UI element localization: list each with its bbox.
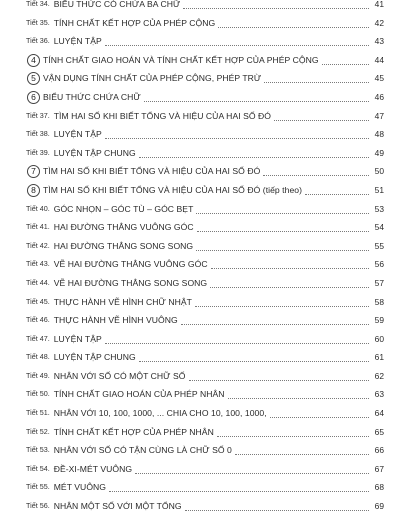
entry-title: NHÂN VỚI SỐ CÓ MỘT CHỮ SỐ	[53, 370, 186, 381]
entry-title: LUYỆN TẬP	[53, 36, 102, 47]
page-number: 68	[374, 482, 384, 493]
dot-leader	[105, 343, 369, 344]
toc-entry	[26, 291, 384, 310]
page-number: 42	[374, 17, 384, 28]
lesson-number: Tiết 35.	[26, 17, 50, 27]
page-number: 64	[374, 408, 384, 419]
toc-entry	[26, 161, 384, 180]
entry-title: TÍNH CHẤT GIAO HOÁN CỦA PHÉP NHÂN	[53, 389, 225, 400]
toc-entry	[26, 458, 384, 477]
page-number: 41	[374, 0, 384, 9]
page-number: 62	[374, 370, 384, 381]
lesson-number: Tiết 44.	[26, 277, 50, 287]
entry-title: TÍNH CHẤT KẾT HỢP CỦA PHÉP CỘNG	[53, 17, 216, 28]
page-number: 67	[374, 463, 384, 474]
lesson-number: Tiết 38.	[26, 129, 50, 139]
entry-title: VẬN DỤNG TÍNH CHẤT CỦA PHÉP CỘNG, PHÉP TRỪ	[43, 73, 262, 84]
dot-leader	[218, 27, 369, 28]
toc-entry	[26, 495, 384, 514]
page-number: 58	[374, 296, 384, 307]
lesson-number: Tiết 40.	[26, 203, 50, 213]
toc-entry	[26, 254, 384, 273]
lesson-number: Tiết 42.	[26, 240, 50, 250]
lesson-number: Tiết 49.	[26, 370, 50, 380]
page-number: 47	[374, 110, 384, 121]
dot-leader	[264, 82, 369, 83]
page-number: 50	[374, 166, 384, 177]
page-number: 55	[374, 240, 384, 251]
page-number: 54	[374, 222, 384, 233]
dot-leader	[270, 417, 369, 418]
toc-entry	[26, 86, 384, 105]
toc-entry	[26, 328, 384, 347]
toc-entry	[26, 365, 384, 384]
dot-leader	[105, 45, 369, 46]
entry-title: TÌM HAI SỐ KHI BIẾT TỔNG VÀ HIỆU CỦA HAI SỐ ĐÓ	[43, 166, 261, 177]
entry-title: LUYỆN TẬP CHUNG	[53, 352, 136, 363]
dot-leader	[181, 324, 369, 325]
dot-leader	[196, 250, 369, 251]
page-number: 69	[374, 501, 384, 512]
entry-title: BIỂU THỨC CHỨA CHỮ	[43, 91, 141, 102]
toc-entry	[26, 384, 384, 403]
entry-title: TÌM HAI SỐ KHI BIẾT TỔNG VÀ HIỆU CỦA HAI SỐ ĐÓ (tiếp theo)	[43, 184, 303, 195]
lesson-number: Tiết 54.	[26, 463, 50, 473]
entry-title: VẼ HAI ĐƯỜNG THẲNG VUÔNG GÓC	[53, 259, 208, 270]
lesson-number: Tiết 48.	[26, 352, 50, 362]
lesson-number: Tiết 55.	[26, 482, 50, 492]
toc-entry	[26, 217, 384, 236]
entry-title: ĐỀ-XI-MÉT VUÔNG	[53, 463, 133, 474]
toc-entry	[26, 272, 384, 291]
dot-leader	[189, 380, 369, 381]
lesson-number: Tiết 52.	[26, 426, 50, 436]
dot-leader	[228, 398, 369, 399]
page-number: 61	[374, 352, 384, 363]
dot-leader	[183, 8, 369, 9]
entry-title: HAI ĐƯỜNG THẲNG VUÔNG GÓC	[53, 222, 194, 233]
toc-entry	[26, 49, 384, 68]
lesson-number: Tiết 56.	[26, 501, 50, 511]
page-number: 65	[374, 426, 384, 437]
lesson-number: Tiết 45.	[26, 296, 50, 306]
lesson-number: Tiết 34.	[26, 0, 50, 8]
toc-entry	[26, 235, 384, 254]
dot-leader	[322, 64, 369, 65]
toc-entry	[26, 402, 384, 421]
entry-title: TÍNH CHẤT KẾT HỢP CỦA PHÉP NHÂN	[53, 426, 214, 437]
toc-entry	[26, 68, 384, 87]
circled-unit-badge: 6	[27, 91, 40, 104]
lesson-number: Tiết 47.	[26, 333, 50, 343]
lesson-number: Tiết 39.	[26, 147, 50, 157]
page-number: 66	[374, 445, 384, 456]
toc-entry	[26, 142, 384, 161]
page-number: 53	[374, 203, 384, 214]
dot-leader	[197, 231, 369, 232]
lesson-number: Tiết 43.	[26, 259, 50, 269]
page-number: 46	[374, 91, 384, 102]
entry-title: BIỂU THỨC CÓ CHỨA BA CHỮ	[53, 0, 181, 9]
entry-title: THỰC HÀNH VẼ HÌNH CHỮ NHẬT	[53, 296, 192, 307]
dot-leader	[109, 491, 369, 492]
circled-unit-badge: 8	[27, 184, 40, 197]
entry-title: LUYỆN TẬP CHUNG	[53, 147, 136, 158]
dot-leader	[105, 138, 369, 139]
entry-title: NHÂN MỘT SỐ VỚI MỘT TỔNG	[53, 501, 182, 512]
page-number: 57	[374, 277, 384, 288]
entry-title: THỰC HÀNH VẼ HÌNH VUÔNG	[53, 315, 178, 326]
entry-title: LUYỆN TẬP	[53, 129, 102, 140]
page-number: 43	[374, 36, 384, 47]
lesson-number: Tiết 46.	[26, 315, 50, 325]
page-number: 60	[374, 333, 384, 344]
dot-leader	[139, 157, 369, 158]
entry-title: GÓC NHỌN – GÓC TÙ – GÓC BẸT	[53, 203, 194, 214]
dot-leader	[196, 213, 369, 214]
entry-title: TÍNH CHẤT GIAO HOÁN VÀ TÍNH CHẤT KẾT HỢP CỦA PHÉP CỘNG	[43, 54, 319, 65]
lesson-number: Tiết 36.	[26, 36, 50, 46]
lesson-number: Tiết 37.	[26, 110, 50, 120]
toc-entry	[26, 310, 384, 329]
entry-title: VẼ HAI ĐƯỜNG THẲNG SONG SONG	[53, 277, 208, 288]
toc-entry	[26, 198, 384, 217]
toc-entry	[26, 347, 384, 366]
dot-leader	[195, 306, 369, 307]
lesson-number: Tiết 53.	[26, 445, 50, 455]
entry-title: LUYỆN TẬP	[53, 333, 102, 344]
lesson-number: Tiết 50.	[26, 389, 50, 399]
circled-unit-badge: 7	[27, 165, 40, 178]
toc-entry	[26, 421, 384, 440]
entry-title: NHÂN VỚI 10, 100, 1000, ... CHIA CHO 10, 100, 1000,	[53, 408, 267, 419]
circled-unit-badge: 4	[27, 54, 40, 67]
entry-title: NHÂN VỚI SỐ CÓ TẬN CÙNG LÀ CHỮ SỐ 0	[53, 445, 232, 456]
dot-leader	[274, 120, 369, 121]
toc-entry	[26, 0, 384, 12]
dot-leader	[210, 287, 369, 288]
page-number: 59	[374, 315, 384, 326]
toc-entry	[26, 477, 384, 496]
dot-leader	[144, 101, 369, 102]
dot-leader	[235, 454, 369, 455]
toc-entry	[26, 440, 384, 459]
lesson-number: Tiết 51.	[26, 408, 50, 418]
toc-entry	[26, 31, 384, 50]
toc-entry	[26, 179, 384, 198]
dot-leader	[139, 361, 369, 362]
lesson-number: Tiết 41.	[26, 222, 50, 232]
dot-leader	[305, 194, 369, 195]
page-number: 45	[374, 73, 384, 84]
page-number: 51	[374, 184, 384, 195]
toc-entry	[26, 12, 384, 31]
entry-title: HAI ĐƯỜNG THẲNG SONG SONG	[53, 240, 194, 251]
dot-leader	[263, 175, 369, 176]
table-of-contents	[26, 0, 384, 514]
toc-entry	[26, 124, 384, 143]
page-number: 63	[374, 389, 384, 400]
dot-leader	[217, 436, 369, 437]
circled-unit-badge: 5	[27, 72, 40, 85]
toc-entry	[26, 105, 384, 124]
page-number: 49	[374, 147, 384, 158]
dot-leader	[135, 473, 369, 474]
entry-title: TÌM HAI SỐ KHI BIẾT TỔNG VÀ HIỆU CỦA HAI SỐ ĐÓ	[53, 110, 272, 121]
page-number: 44	[374, 54, 384, 65]
page-number: 56	[374, 259, 384, 270]
entry-title: MÉT VUÔNG	[53, 482, 107, 493]
dot-leader	[211, 268, 369, 269]
dot-leader	[185, 510, 369, 511]
page-number: 48	[374, 129, 384, 140]
